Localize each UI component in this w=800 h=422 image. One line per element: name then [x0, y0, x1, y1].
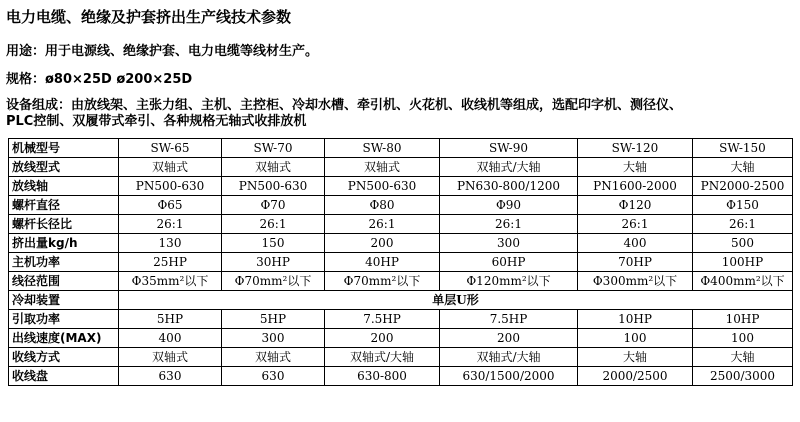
- table-cell: 双轴式/大轴: [440, 348, 578, 367]
- table-cell: Φ80: [325, 196, 440, 215]
- row-label-cell: 挤出量kg/h: [9, 234, 119, 253]
- table-row: [9, 329, 793, 348]
- table-cell: 双轴式: [119, 158, 222, 177]
- table-cell: 300: [222, 329, 325, 348]
- table-cell: 200: [440, 329, 578, 348]
- table-cell: Φ65: [119, 196, 222, 215]
- table-cell: 5HP: [222, 310, 325, 329]
- row-label-cell: 放线型式: [9, 158, 119, 177]
- table-cell: 双轴式: [222, 348, 325, 367]
- table-row: [9, 196, 793, 215]
- table-cell: Φ120mm²以下: [440, 272, 578, 291]
- table-cell: Φ300mm²以下: [578, 272, 693, 291]
- table-cell: 130: [119, 234, 222, 253]
- table-header-row: [9, 139, 793, 158]
- table-row: [9, 367, 793, 386]
- table-cell: PN2000-2500: [693, 177, 793, 196]
- table-cell: 双轴式: [325, 158, 440, 177]
- row-label-cell: 放线轴: [9, 177, 119, 196]
- table-cell: 26:1: [325, 215, 440, 234]
- table-cell: 5HP: [119, 310, 222, 329]
- table-row: [9, 158, 793, 177]
- table-cell: 200: [325, 234, 440, 253]
- table-cell: 2500/3000: [693, 367, 793, 386]
- table-cell: 500: [693, 234, 793, 253]
- table-cell: 40HP: [325, 253, 440, 272]
- table-cell: 630-800: [325, 367, 440, 386]
- row-label-cell: 线径范围: [9, 272, 119, 291]
- table-cell: Φ70mm²以下: [222, 272, 325, 291]
- table-cell: 26:1: [693, 215, 793, 234]
- spec-text: 规格：ø80×25D ø200×25D: [6, 72, 193, 87]
- table-cell: PN500-630: [222, 177, 325, 196]
- table-row: [9, 272, 793, 291]
- table-cell: 630: [119, 367, 222, 386]
- table-cell: 630: [222, 367, 325, 386]
- table-cell: Φ35mm²以下: [119, 272, 222, 291]
- model-header-cell: SW-80: [325, 139, 440, 158]
- table-cell: Φ120: [578, 196, 693, 215]
- table-row: [9, 291, 793, 310]
- page-title: 电力电缆、绝缘及护套挤出生产线技术参数: [6, 8, 292, 26]
- model-header-cell: SW-70: [222, 139, 325, 158]
- table-cell: 10HP: [693, 310, 793, 329]
- cooling-merged-cell: 单层U形: [119, 291, 793, 310]
- table-cell: 双轴式: [222, 158, 325, 177]
- row-label-cell: 螺杆直径: [9, 196, 119, 215]
- row-label-cell: 主机功率: [9, 253, 119, 272]
- row-label-cell: 出线速度(MAX): [9, 329, 119, 348]
- components-text-line2: PLC控制、双履带式牵引、各种规格无轴式收排放机: [6, 114, 307, 129]
- table-cell: 630/1500/2000: [440, 367, 578, 386]
- components-text-line1: 设备组成：由放线架、主张力组、主机、主控柜、冷却水槽、牵引机、火花机、收线机等组成，选配印字机、测径仪、: [6, 98, 683, 113]
- table-row: [9, 253, 793, 272]
- table-cell: Φ400mm²以下: [693, 272, 793, 291]
- table-cell: 10HP: [578, 310, 693, 329]
- table-cell: 400: [578, 234, 693, 253]
- table-cell: 100: [578, 329, 693, 348]
- table-cell: 双轴式/大轴: [325, 348, 440, 367]
- table-cell: 30HP: [222, 253, 325, 272]
- table-cell: 100: [693, 329, 793, 348]
- table-cell: 26:1: [440, 215, 578, 234]
- table-cell: 7.5HP: [440, 310, 578, 329]
- table-row: [9, 348, 793, 367]
- model-header-cell: SW-65: [119, 139, 222, 158]
- table-cell: 25HP: [119, 253, 222, 272]
- row-label-cell: 收线盘: [9, 367, 119, 386]
- usage-text: 用途：用于电源线、绝缘护套、电力电缆等线材生产。: [6, 44, 319, 59]
- table-cell: 2000/2500: [578, 367, 693, 386]
- spec-table: [8, 138, 793, 386]
- table-cell: Φ70: [222, 196, 325, 215]
- table-cell: 大轴: [578, 158, 693, 177]
- table-cell: 大轴: [693, 348, 793, 367]
- table-cell: PN500-630: [325, 177, 440, 196]
- header-label-cell: 机械型号: [9, 139, 119, 158]
- table-cell: 70HP: [578, 253, 693, 272]
- table-cell: 26:1: [119, 215, 222, 234]
- table-cell: 150: [222, 234, 325, 253]
- table-cell: PN630-800/1200: [440, 177, 578, 196]
- row-label-cell: 引取功率: [9, 310, 119, 329]
- table-cell: 大轴: [693, 158, 793, 177]
- model-header-cell: SW-150: [693, 139, 793, 158]
- table-cell: 双轴式: [119, 348, 222, 367]
- table-cell: Φ150: [693, 196, 793, 215]
- table-cell: 100HP: [693, 253, 793, 272]
- table-cell: 300: [440, 234, 578, 253]
- table-row: [9, 177, 793, 196]
- table-cell: PN1600-2000: [578, 177, 693, 196]
- row-label-cell: 冷却装置: [9, 291, 119, 310]
- table-cell: 26:1: [578, 215, 693, 234]
- table-cell: 400: [119, 329, 222, 348]
- model-header-cell: SW-90: [440, 139, 578, 158]
- table-cell: Φ90: [440, 196, 578, 215]
- model-header-cell: SW-120: [578, 139, 693, 158]
- table-cell: 200: [325, 329, 440, 348]
- table-cell: 26:1: [222, 215, 325, 234]
- table-cell: 大轴: [578, 348, 693, 367]
- row-label-cell: 收线方式: [9, 348, 119, 367]
- table-cell: PN500-630: [119, 177, 222, 196]
- table-row: [9, 234, 793, 253]
- table-cell: 双轴式/大轴: [440, 158, 578, 177]
- table-cell: 7.5HP: [325, 310, 440, 329]
- table-cell: Φ70mm²以下: [325, 272, 440, 291]
- table-row: [9, 310, 793, 329]
- table-row: [9, 215, 793, 234]
- row-label-cell: 螺杆长径比: [9, 215, 119, 234]
- table-cell: 60HP: [440, 253, 578, 272]
